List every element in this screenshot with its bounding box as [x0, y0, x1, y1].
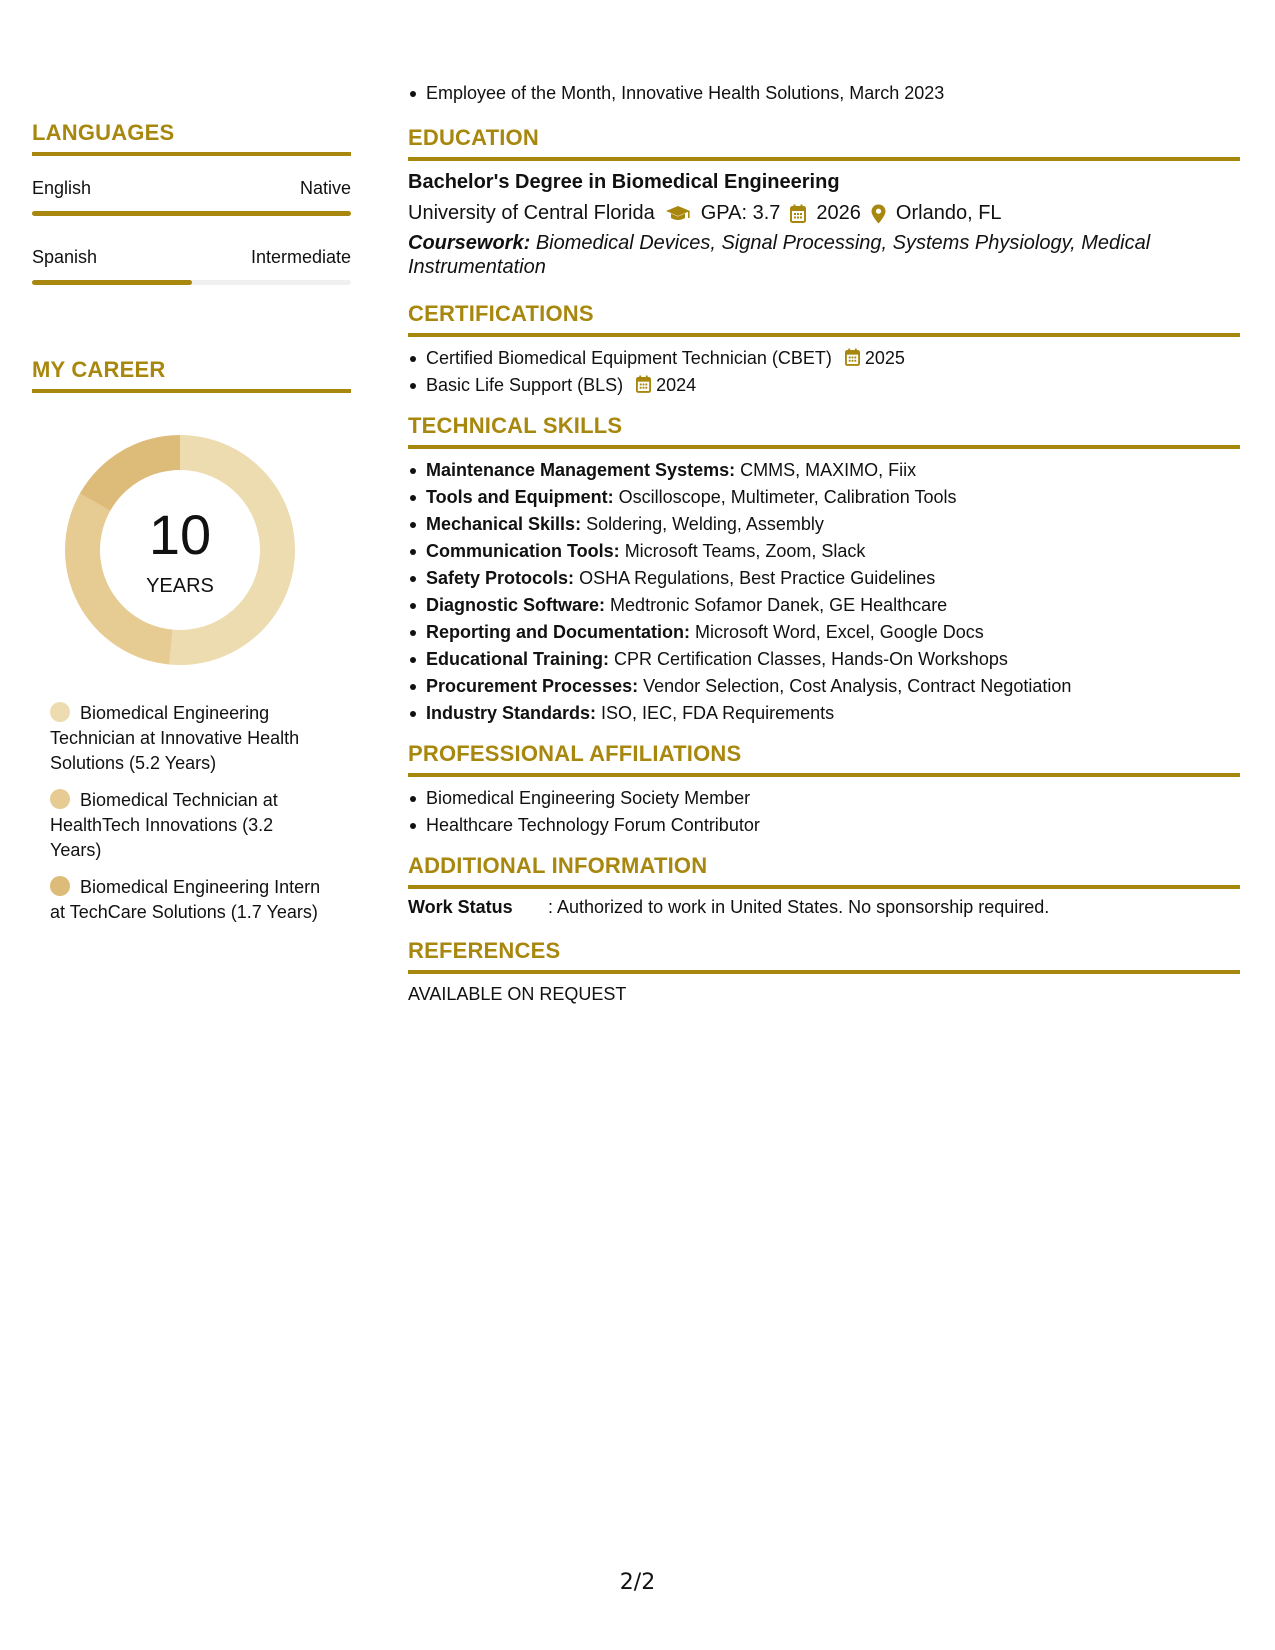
skill-category: Mechanical Skills:: [426, 514, 582, 534]
skill-values: Soldering, Welding, Assembly: [586, 514, 824, 534]
education-title: EDUCATION: [408, 125, 1240, 161]
skill-item: [408, 511, 1240, 538]
references-section: [408, 938, 1240, 1005]
language-proficiency-fill: [32, 280, 192, 285]
career-legend-label: Biomedical Engineering Technician at Innovative Health Solutions (5.2 Years): [50, 703, 300, 773]
references-text: AVAILABLE ON REQUEST: [408, 984, 627, 1004]
legend-dot-icon: [50, 789, 70, 809]
skill-item: [408, 484, 1240, 511]
certification-name: Basic Life Support (BLS): [426, 375, 624, 395]
skill-item: [408, 619, 1240, 646]
language-proficiency-bar: [32, 280, 351, 285]
skill-category: Communication Tools:: [426, 541, 620, 561]
language-name: English: [32, 178, 92, 198]
legend-dot-icon: [50, 702, 70, 722]
skills-title: TECHNICAL SKILLS: [408, 413, 1240, 449]
skill-item: [408, 673, 1240, 700]
certification-name: Certified Biomedical Equipment Technician (CBET): [426, 348, 832, 368]
skills-list: [408, 457, 1240, 727]
main-content: [408, 0, 1240, 1005]
skill-values: ISO, IEC, FDA Requirements: [601, 703, 835, 723]
education-school: University of Central Florida: [408, 202, 655, 224]
skill-item: [408, 538, 1240, 565]
skill-item: [408, 646, 1240, 673]
skill-item: [408, 565, 1240, 592]
location-pin-icon: [871, 204, 886, 224]
sidebar: [32, 0, 351, 937]
skill-category: Diagnostic Software:: [426, 595, 606, 615]
skill-category: Procurement Processes:: [426, 676, 639, 696]
legend-dot-icon: [50, 876, 70, 896]
career-legend-label: Biomedical Technician at HealthTech Innovations (3.2 Years): [50, 790, 278, 860]
affiliations-title: PROFESSIONAL AFFILIATIONS: [408, 741, 1240, 777]
work-status-label: Work Status: [408, 897, 513, 917]
languages-title: LANGUAGES: [32, 120, 351, 156]
calendar-icon: [845, 348, 865, 368]
career-legend-item: [50, 701, 322, 776]
skill-values: CPR Certification Classes, Hands-On Workshops: [614, 649, 1008, 669]
skill-values: Microsoft Teams, Zoom, Slack: [624, 541, 866, 561]
language-item: [32, 178, 351, 216]
skill-category: Safety Protocols:: [426, 568, 575, 588]
language-level: Intermediate: [250, 247, 351, 267]
skill-values: Oscilloscope, Multimeter, Calibration Tools: [618, 487, 957, 507]
skill-values: Microsoft Word, Excel, Google Docs: [695, 622, 984, 642]
calendar-icon: [790, 204, 806, 223]
page-number: 2/2: [619, 1570, 656, 1595]
language-proficiency-bar: [32, 211, 351, 216]
career-total-number: 10: [148, 503, 212, 566]
education-details: [408, 202, 1240, 225]
affiliation-item: Healthcare Technology Forum Contributor: [408, 812, 1240, 839]
languages-section: [32, 120, 351, 285]
skill-item: [408, 700, 1240, 727]
certification-item: [408, 372, 1240, 399]
additional-section: [408, 853, 1240, 918]
education-degree: Bachelor's Degree in Biomedical Engineering: [408, 171, 840, 193]
work-status-value: : Authorized to work in United States. No sponsorship required.: [548, 897, 1050, 917]
certifications-title: CERTIFICATIONS: [408, 301, 1240, 337]
career-legend-label: Biomedical Engineering Intern at TechCare Solutions (1.7 Years): [50, 877, 321, 922]
skill-item: [408, 457, 1240, 484]
education-section: [408, 125, 1240, 279]
skill-item: [408, 592, 1240, 619]
certifications-list: [408, 345, 1240, 399]
skill-values: OSHA Regulations, Best Practice Guidelines: [579, 568, 936, 588]
career-title: MY CAREER: [32, 357, 351, 393]
education-coursework: [408, 231, 1240, 279]
affiliations-list: [408, 785, 1240, 839]
skill-category: Tools and Equipment:: [426, 487, 614, 507]
awards-list: [408, 80, 1240, 107]
skill-category: Industry Standards:: [426, 703, 597, 723]
skills-section: [408, 413, 1240, 727]
affiliation-item: Biomedical Engineering Society Member: [408, 785, 1240, 812]
education-year: 2026: [816, 202, 861, 224]
certification-item: [408, 345, 1240, 372]
affiliations-section: [408, 741, 1240, 839]
additional-title: ADDITIONAL INFORMATION: [408, 853, 1240, 889]
skill-values: CMMS, MAXIMO, Fiix: [740, 460, 917, 480]
certifications-section: [408, 301, 1240, 399]
certification-year: 2025: [864, 348, 905, 368]
education-gpa: GPA: 3.7: [700, 202, 781, 224]
career-section: [32, 357, 351, 925]
career-total-unit: YEARS: [146, 575, 214, 597]
work-status-row: [408, 897, 1240, 918]
language-item: [32, 247, 351, 285]
education-location: Orlando, FL: [895, 202, 1002, 224]
skill-values: Vendor Selection, Cost Analysis, Contract Negotiation: [643, 676, 1072, 696]
award-item: Employee of the Month, Innovative Health Solutions, March 2023: [408, 80, 1240, 107]
certification-year: 2024: [656, 375, 697, 395]
skill-category: Maintenance Management Systems:: [426, 460, 736, 480]
language-proficiency-fill: [32, 211, 351, 216]
language-name: Spanish: [32, 247, 98, 267]
graduation-cap-icon: [665, 205, 691, 223]
skill-category: Reporting and Documentation:: [426, 622, 690, 642]
coursework-list: Biomedical Devices, Signal Processing, Systems Physiology, Medical Instrumentation: [408, 232, 1151, 278]
language-level: Native: [299, 178, 351, 198]
calendar-icon: [636, 375, 656, 395]
skill-category: Educational Training:: [426, 649, 610, 669]
career-legend-item: [50, 875, 322, 925]
career-legend: [32, 701, 322, 925]
career-donut-chart: [65, 435, 295, 665]
career-legend-item: [50, 788, 322, 863]
skill-values: Medtronic Sofamor Danek, GE Healthcare: [610, 595, 948, 615]
references-title: REFERENCES: [408, 938, 1240, 974]
coursework-label: Coursework:: [408, 232, 531, 254]
